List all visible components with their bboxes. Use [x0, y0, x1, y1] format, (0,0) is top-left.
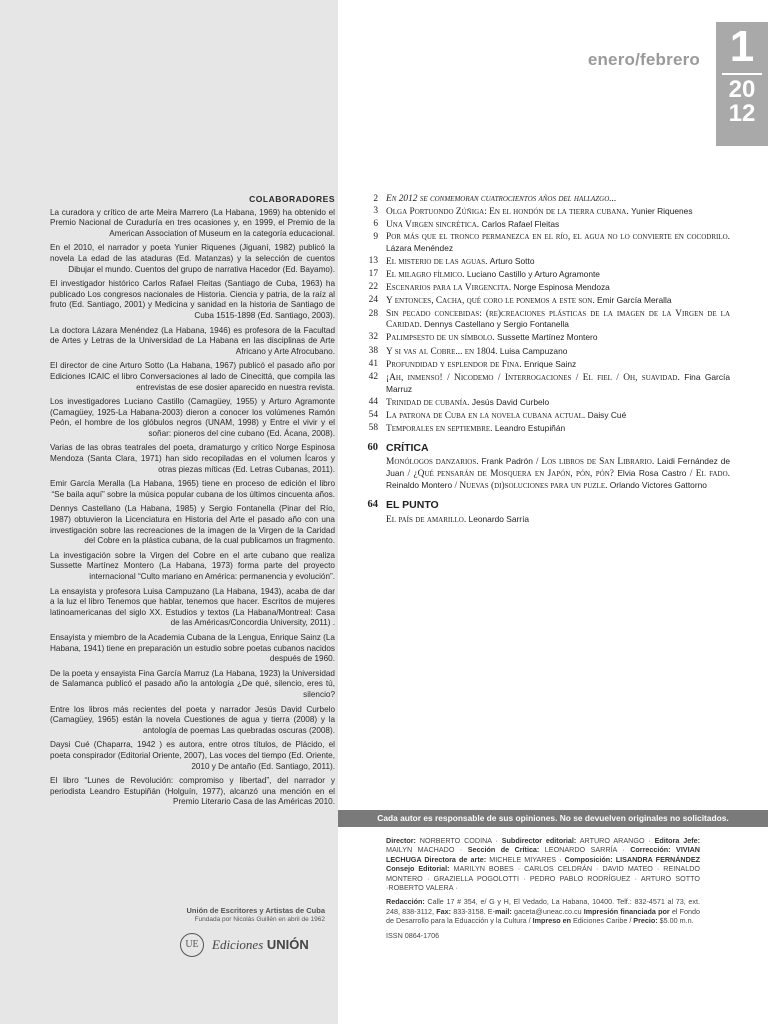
toc-entry — [360, 256, 730, 268]
toc-entry — [360, 359, 730, 371]
section-item-title: El fado. — [695, 469, 730, 480]
toc-title: Y si vas al Cobre... en 1804. — [386, 346, 498, 357]
section-page-number: 60 — [367, 441, 378, 453]
credits-issn: ISSN 0864-1706 — [386, 930, 440, 940]
toc-page-number: 42 — [368, 371, 378, 382]
toc-entry-text — [386, 282, 730, 294]
section-item-title: Monólogos danzarios. — [386, 457, 479, 468]
toc-entry-text — [386, 346, 730, 358]
colaborador-entry: El investigador histórico Carlos Rafael Fleitas (Santiago de Cuba, 1963) ha publicado Los congresos nacionales de Historia. Ciencia y patria, de la raíz al fruto (Ed. Santiago, 2001) y Medicina y sanidad en la historia de Santiago de Cuba 1515-1898 (Ed. Santiago, 2003). — [50, 279, 335, 320]
toc-entry — [360, 332, 730, 344]
toc-entry-text — [386, 372, 730, 396]
credits-block — [386, 836, 700, 945]
issue-number: 1 — [729, 22, 755, 71]
toc-page-number: 17 — [368, 269, 378, 280]
toc-author: Luisa Campuzano — [499, 345, 568, 356]
toc-entry — [360, 397, 730, 409]
toc-page-number: 38 — [368, 345, 378, 356]
section-page-number: 64 — [367, 498, 378, 510]
toc-entry — [360, 194, 730, 205]
colaborador-entry: La doctora Lázara Menéndez (La Habana, 1946) es profesora de la Facultad de Artes y Letras de la Universidad de La Habana en las disciplinas de Arte Africano y Arte Afrocubano. — [50, 325, 335, 356]
disclaimer-band: Cada autor es responsable de sus opiniones. No se devuelven originales no solicitados. — [338, 810, 768, 827]
section-name: CRÍTICA — [386, 441, 429, 454]
colaborador-entry: La investigación sobre la Virgen del Cobre en el arte cubano que realiza Sussette Martínez Montero (La Habana, 1973) forma parte del proyecto internacional “Culto mariano en América: permanencia y evolución”. — [50, 550, 335, 581]
publisher-founded: Fundada por Nicolás Guillén en abril de 1962 — [194, 916, 325, 923]
credits-staff: Director: NORBERTO CODINA · Subdirector editorial: ARTURO ARANGO · Editora Jefe: MAILYN MACHADO · Sección de Crítica: LEONARDO SARRÍA · Corrección: VIVIAN LECHUGA Directora de arte: MICHELE MIYARES · Composición: LISANDRA FERNÁNDEZ Consejo Editorial: MARILYN BOBES · CARLOS CELDRÁN · DAVID MATEO · REINALDO MONTERO · GRAZIELLA POGOLOTTI · PEDRO PABLO RODRÍGUEZ · ARTURO SOTTO ·ROBERTO VALERA · — [386, 836, 701, 893]
colaborador-entry: Daysi Cué (Chaparra, 1942 ) es autora, entre otros títulos, de Plácido, el poeta conspirador (Editorial Oriente, 2007), Las voces del tiempo (Ed. Oriente, 2010 y De antaño (Ed. Santiago, 2011). — [50, 740, 335, 771]
toc-title: Y entonces, Cacha, qué coro le ponemos a este son. — [386, 296, 595, 307]
colaboradores-list — [50, 208, 335, 808]
toc-title: Por más que el tronco permanezca en el río, el agua no lo convierte en cocodrilo. — [386, 232, 730, 243]
issue-number-box — [716, 22, 768, 146]
colaborador-entry: El director de cine Arturo Sotto (La Habana, 1967) publicó el pasado año por Ediciones ICAIC el libro Conversaciones al lado de Cinecittá, que compila las entrevistas de ese dosier aparecido en nuestra revista. — [50, 361, 335, 392]
toc-entry — [360, 346, 730, 358]
toc-entry — [360, 282, 730, 294]
toc-entry-text — [386, 332, 730, 344]
toc-entry-text — [386, 309, 730, 332]
toc-author: Dennys Castellano y Sergio Fontanella — [424, 319, 569, 330]
toc-title: Sin pecado concebidas: (re)creaciones plásticas de la imagen de la Virgen de la Caridad. — [386, 308, 730, 331]
toc-page-number: 32 — [368, 332, 378, 343]
colaborador-entry: El libro “Lunes de Revolución: compromiso y libertad”, del narrador y periodista Leandro Estupiñán (Holguín, 1977), alcanzó una mención en el Premio Literario Casa de las Américas 2010. — [50, 776, 335, 807]
colaborador-entry: Emir García Meralla (La Habana, 1965) tiene en proceso de edición el libro “Se baila aquí” sobre la música popular cubana de los últimos cincuenta años. — [50, 479, 335, 499]
section-item-title: El país de amarillo. — [386, 514, 467, 525]
toc-entry — [360, 295, 730, 307]
toc-entry-text — [386, 256, 730, 268]
toc-entry-text — [386, 232, 730, 255]
colaborador-entry: La ensayista y profesora Luisa Campuzano (La Habana, 1943), acaba de dar a la luz el libro Tenemos que hablar, tenemos que hacer. Escritos de mujeres latinoamericanas del siglo XX. Estudios y textos (La Habana/Montreal: Casa de las Américas/Concordia University, 2011) . — [50, 586, 335, 628]
section-item-author: Orlando Victores Gattorno — [609, 479, 707, 490]
toc-title: Trinidad de cubanía. — [386, 397, 470, 408]
toc-entry-text — [386, 397, 730, 409]
toc-title: Una Virgen sincrética. — [386, 220, 480, 231]
toc-entry — [360, 423, 730, 435]
publisher-name: Unión de Escritores y Artistas de Cuba — [186, 906, 325, 915]
toc-page-number: 41 — [368, 358, 378, 369]
issue-months: enero/febrero — [587, 50, 700, 69]
toc-title: La patrona de Cuba en la novela cubana actual. — [386, 410, 586, 421]
toc-author: Lázara Menéndez — [386, 243, 454, 254]
section-heading — [360, 443, 730, 454]
colaborador-entry: Ensayista y miembro de la Academia Cubana de la Lengua, Enrique Sainz (La Habana, 1941) tiene en preparación un estudio sobre poetas cubanos nacidos después de 1960. — [50, 632, 335, 664]
toc-author: Leandro Estupiñán — [494, 422, 566, 433]
colaborador-entry: Dennys Castellano (La Habana, 1985) y Sergio Fontanella (Pinar del Río, 1987) obtuvieron la Licenciatura en Historia del Arte el pasado año con una investigación sobre las recreaciones de la imagen de la Virgen de la Caridad del Cobre en la plástica cubana, de la cual publicamos un fragmento. — [50, 504, 335, 546]
colaboradores-heading: COLABORADORES — [249, 194, 335, 204]
toc-entry-text — [386, 295, 730, 307]
toc-entry-text — [386, 219, 730, 231]
ediciones-union-logo — [180, 932, 330, 960]
toc-page-number: 9 — [373, 232, 378, 243]
toc-author: Daisy Cué — [587, 409, 627, 420]
section-item-title: Nuevas (di)soluciones para un puzle. — [459, 480, 608, 491]
colaborador-entry: Varias de las obras teatrales del poeta, dramaturgo y crítico Norge Espinosa Mendoza (Santa Clara, 1971) han sido recopiladas en el volumen Ícaros y otras piezas míticas (Ed. Letras Cubanas, 2011). — [50, 443, 335, 474]
toc-entry — [360, 269, 730, 281]
toc-author: Jesús David Curbelo — [471, 396, 550, 407]
left-panel — [0, 0, 338, 1024]
section-item-author: Elvia Rosa Castro — [617, 468, 687, 479]
toc-entry-text — [386, 359, 730, 371]
section-body — [360, 514, 730, 526]
credits-redaccion: Redacción: Calle 17 # 354, e/ G y H, El Vedado, La Habana, 10400. Telf.: 832-4571 al 73, ext. 248, 838-3112, Fax: 833-3158. E-mail: gaceta@uneac.co.cu Impresión financiada por el Fondo de Desarrollo para la Eduacción y la Cultura / Impreso en Ediciones Caribe / Precio: $5.00 m.n. — [386, 897, 701, 926]
toc-page-number: 13 — [368, 256, 378, 267]
logo-text-italic: Ediciones — [212, 937, 264, 952]
toc-page-number: 6 — [373, 219, 378, 230]
colaboradores-column — [50, 194, 335, 812]
toc-page-number: 3 — [373, 206, 378, 217]
colaborador-entry: De la poeta y ensayista Fina García Marruz (La Habana, 1923) la Universidad de Salamanca publicó el pasado año la antología ¿De qué, silencio, eres tú, silencio? — [50, 668, 335, 699]
toc-page-number: 44 — [368, 396, 378, 407]
toc-author: Arturo Sotto — [489, 256, 535, 267]
toc-entry-text — [386, 423, 730, 435]
toc-entry — [360, 372, 730, 396]
toc-title: ¡Ah, inmenso! / Nicodemo / Interrogaciones / El fiel / Oh, suavidad. — [386, 372, 680, 383]
section-heading — [360, 500, 730, 511]
section-item-author: Laidi Fernández de Juan — [386, 456, 731, 479]
colaborador-entry: La curadora y crítico de arte Meira Marrero (La Habana, 1969) ha obtenido el Premio Nacional de Curaduría en tres ocasiones y, en 1999, el Premio de la American Association of Museum en la categoría educacional. — [50, 207, 335, 238]
toc-page-number: 28 — [368, 308, 378, 319]
toc-entry — [360, 232, 730, 255]
toc-entry — [360, 410, 730, 422]
section-item-title: ¿Qué pensarán de Mosquera en Japón, pón, pón? — [413, 469, 614, 480]
toc-author: Norge Espinosa Mendoza — [513, 282, 610, 293]
toc-page-number: 24 — [368, 295, 378, 306]
logo-mark-icon: UE — [180, 933, 204, 957]
toc-page-number: 58 — [368, 422, 378, 433]
toc-author: Luciano Castillo y Arturo Agramonte — [466, 269, 600, 280]
toc-title: Olga Portuondo Zúñiga: En el hondón de la tierra cubana. — [386, 207, 629, 218]
toc-page-number: 54 — [368, 409, 378, 420]
toc-author: Sussette Martínez Montero — [496, 332, 598, 343]
toc-title: Palimpsesto de un símbolo. — [386, 333, 495, 344]
toc-title: En 2012 se conmemoran cuatrocientos años del hallazgo... — [386, 194, 617, 204]
toc-author: Fina García Marruz — [386, 371, 730, 394]
section-name: EL PUNTO — [386, 498, 439, 511]
issue-divider — [722, 73, 762, 75]
toc-title: Escenarios para la Virgencita. — [386, 283, 512, 294]
toc-entry — [360, 206, 730, 218]
toc-author: Yunier Riquenes — [631, 206, 693, 217]
toc-title: Temporales en septiembre. — [386, 423, 493, 434]
colaborador-entry: En el 2010, el narrador y poeta Yunier Riquenes (Jiguaní, 1982) publicó la novela La edad de las ataduras (Ed. Matanzas) y la selección de cuentos Dibujar el mundo. Cuentos del grupo de narrativa Hacedor (Ed. Bayamo). — [50, 243, 335, 274]
toc-title: El misterio de las aguas. — [386, 257, 488, 268]
toc-author: Enrique Sainz — [524, 358, 577, 369]
publisher-info — [50, 906, 325, 923]
toc-author: Carlos Rafael Fleitas — [481, 219, 560, 230]
toc-entry — [360, 309, 730, 332]
logo-text-bold: UNIÓN — [266, 937, 309, 952]
colaborador-entry: Los investigadores Luciano Castillo (Camagüey, 1955) y Arturo Agramonte (Camagüey, 1925-La Habana-2003) dieron a conocer los volúmenes Ramón Peón, el hombre de los glóbulos negros (UNAM, 1998) y Entre el vivir y el soñar: pioneros del cine cubano (Ed. Ácana, 2008). — [50, 397, 335, 438]
section-body: Monólogos danzarios. Frank Padrón / Los libros de San Librario. Laidi Fernández de Juan / ¿Qué pensarán de Mosquera en Japón, pón, pón? Elvia Rosa Castro / El fado. Reinaldo Montero / Nuevas (di)soluciones para un puzle. Orlando Victores Gattorno — [386, 456, 731, 491]
table-of-contents — [360, 194, 730, 529]
toc-title: El milagro fílmico. — [386, 270, 465, 281]
section-item-title: Los libros de San Librario. — [541, 457, 655, 468]
logo-text — [212, 937, 309, 953]
section-item-author: Reinaldo Montero — [386, 479, 453, 490]
toc-entry-text — [386, 410, 730, 422]
toc-entry-text — [386, 206, 730, 218]
toc-entry-text — [386, 194, 730, 205]
toc-page-number: 22 — [368, 282, 378, 293]
section-item-author: Frank Padrón — [481, 456, 533, 467]
toc-entry-text — [386, 269, 730, 281]
toc-list — [360, 194, 730, 435]
toc-entry — [360, 219, 730, 231]
toc-sections — [360, 443, 730, 526]
toc-page-number: 2 — [373, 194, 378, 204]
section-item-author: Leonardo Sarría — [468, 513, 530, 524]
toc-author: Emir García Meralla — [597, 295, 672, 306]
issue-year-top: 20 — [728, 76, 756, 103]
colaborador-entry: Entre los libros más recientes del poeta y narrador Jesús David Curbelo (Camagüey, 1965) están la novela Cuestiones de agua y tierra (2008) y la antología de poemas Las quebradas oscuras (2008). — [50, 704, 335, 735]
issue-year-bottom: 12 — [728, 100, 756, 127]
toc-title: Profundidad y esplendor de Fina. — [386, 359, 522, 370]
